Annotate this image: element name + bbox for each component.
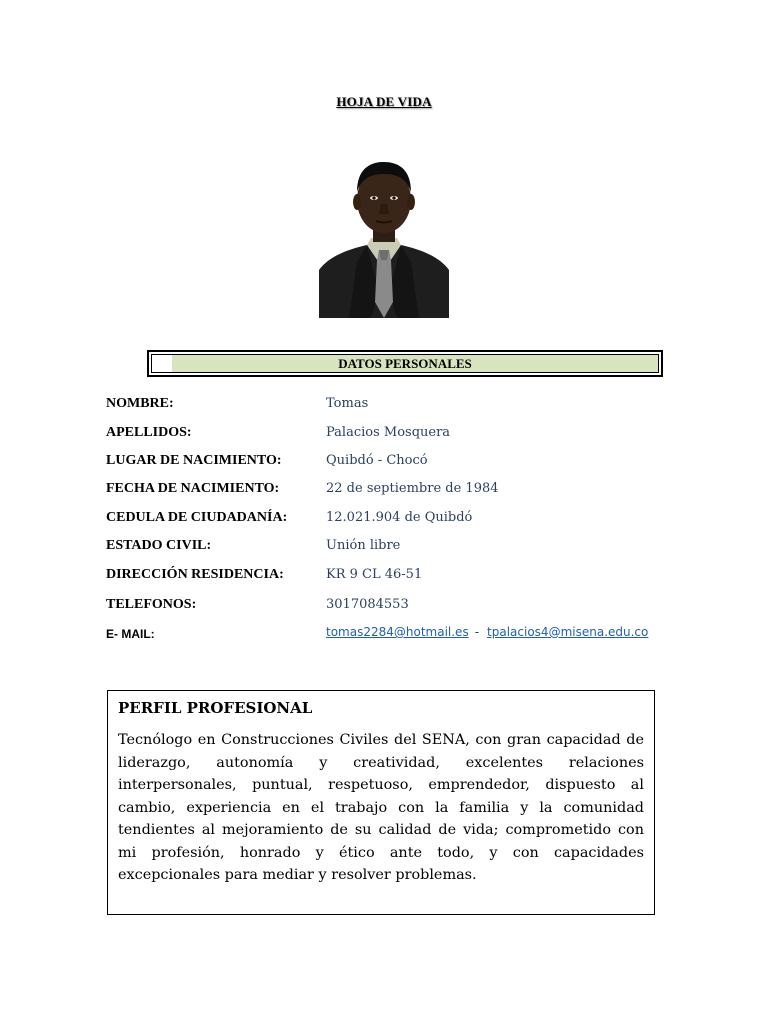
field-label: LUGAR DE NACIMIENTO:: [106, 453, 282, 468]
profile-title: PERFIL PROFESIONAL: [118, 699, 313, 717]
field-fecha-nacimiento: [106, 481, 666, 501]
field-value: 3017084553: [326, 597, 409, 612]
field-label: APELLIDOS:: [106, 425, 192, 440]
field-label: E- MAIL:: [106, 627, 155, 641]
email-link-primary[interactable]: tomas2284@hotmail.es: [326, 625, 469, 639]
field-label: DIRECCIÓN RESIDENCIA:: [106, 567, 284, 582]
field-value: Quibdó - Chocó: [326, 453, 428, 468]
field-value: Palacios Mosquera: [326, 425, 451, 440]
email-separator: -: [474, 625, 480, 639]
professional-profile-box: [107, 690, 655, 915]
field-label: FECHA DE NACIMIENTO:: [106, 481, 280, 496]
field-cedula: [106, 510, 666, 530]
field-label: ESTADO CIVIL:: [106, 538, 212, 553]
personal-data-header-label: DATOS PERSONALES: [338, 356, 472, 371]
field-value: Tomas: [326, 396, 369, 411]
profile-text: Tecnólogo en Construcciones Civiles del SENA, con gran capacidad de liderazgo, autonomía y creatividad, excelentes relaciones interpersonales, puntual, respetuoso, emprendedor, dispuesto al cambio, experiencia en el trabajo con la familia y la comunidad tendientes al mejoramiento de su calidad de vida; comprometido con mi profesión, honrado y ético ante todo, y con capacidades excepcionales para mediar y resolver problemas.: [118, 732, 644, 883]
field-value: Unión libre: [326, 538, 401, 553]
email-link-secondary[interactable]: tpalacios4@misena.edu.co: [487, 625, 649, 639]
field-telefonos: [106, 597, 666, 617]
field-nombre: [106, 396, 666, 416]
personal-data-header: [147, 350, 663, 377]
person-portrait-icon: [319, 152, 449, 318]
field-lugar-nacimiento: [106, 453, 666, 473]
field-label: CEDULA DE CIUDADANÍA:: [106, 510, 288, 525]
personal-data-header-fill: [151, 354, 659, 373]
field-estado-civil: [106, 538, 666, 558]
field-label: TELEFONOS:: [106, 597, 197, 612]
field-email: [106, 625, 666, 645]
field-value: 12.021.904 de Quibdó: [326, 510, 473, 525]
field-value: KR 9 CL 46-51: [326, 567, 423, 582]
profile-photo: [319, 152, 449, 318]
field-apellidos: [106, 425, 666, 445]
email-values: [326, 625, 648, 640]
document-title: HOJA DE VIDA: [336, 94, 432, 109]
field-direccion: [106, 567, 666, 587]
field-value: 22 de septiembre de 1984: [326, 481, 499, 496]
field-label: NOMBRE:: [106, 396, 174, 411]
